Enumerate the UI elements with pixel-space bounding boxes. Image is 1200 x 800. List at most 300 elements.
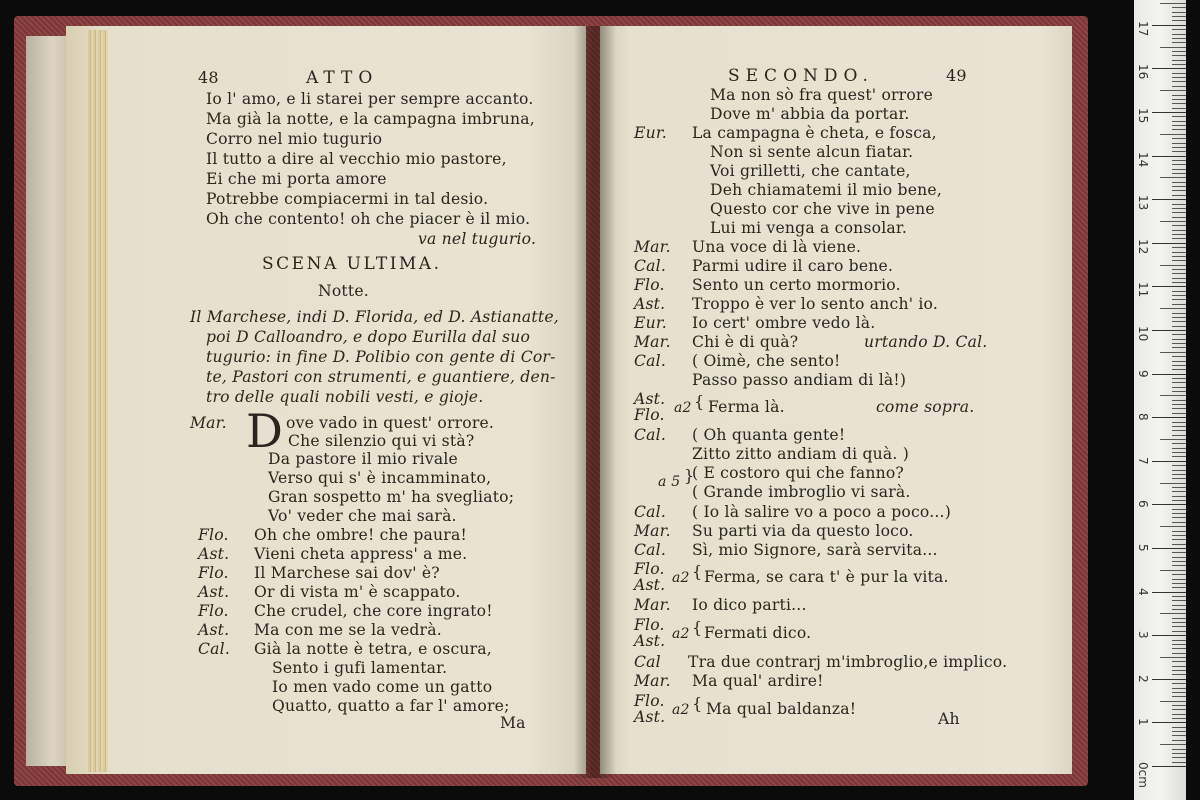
ruler-tick <box>1172 204 1186 205</box>
speaker-label: Ast. <box>634 708 666 726</box>
speaker-label: Cal. <box>634 352 666 370</box>
dialogue-line: Ma qual' ardire! <box>692 672 824 690</box>
dialogue-line: Da pastore il mio rivale <box>268 450 458 468</box>
ruler-tick <box>1172 125 1186 126</box>
dialogue-line: Ma non sò fra quest' orrore <box>710 86 934 104</box>
dialogue-line: ( Grande imbroglio vi sarà. <box>692 483 911 501</box>
ruler-tick <box>1172 535 1186 536</box>
speaker-label: Cal. <box>634 257 666 275</box>
ruler-tick <box>1172 491 1186 492</box>
ruler-tick <box>1160 701 1186 702</box>
speaker-label: Cal <box>634 653 661 671</box>
ruler-tick <box>1172 574 1186 575</box>
dialogue-line: Ferma là. <box>708 398 785 416</box>
ruler-tick <box>1172 674 1186 675</box>
ruler-tick <box>1172 517 1186 518</box>
ruler-tick <box>1172 670 1186 671</box>
ruler-label: 5 <box>1136 544 1150 552</box>
ruler-tick <box>1172 190 1186 191</box>
ruler-tick <box>1172 387 1186 388</box>
dialogue-line: Il Marchese sai dov' è? <box>254 564 440 582</box>
ruler-tick <box>1172 208 1186 209</box>
ruler-tick <box>1172 762 1186 763</box>
ruler-tick <box>1172 60 1186 61</box>
dialogue-line: Ferma, se cara t' è pur la vita. <box>704 568 949 586</box>
cast-line: te, Pastori con strumenti, e guantiere, den- <box>206 368 556 386</box>
cast-line: tugurio: in fine D. Polibio con gente di Cor- <box>206 348 556 366</box>
ruler-tick <box>1172 313 1186 314</box>
catchword: Ma <box>500 714 526 732</box>
ruler-tick <box>1172 164 1186 165</box>
cast-line: tro delle quali nobili vesti, e gioje. <box>206 388 484 406</box>
book-gutter <box>574 26 616 778</box>
ruler-tick <box>1160 657 1186 658</box>
ruler-tick <box>1160 570 1186 571</box>
dialogue-line: Oh che ombre! che paura! <box>254 526 467 544</box>
ruler-tick <box>1160 483 1186 484</box>
ruler-tick <box>1152 766 1186 767</box>
ruler-tick <box>1152 156 1186 157</box>
ruler-tick <box>1172 404 1186 405</box>
left-page-number: 48 <box>198 68 219 87</box>
book-edge-left <box>26 36 70 766</box>
ruler-tick <box>1172 456 1186 457</box>
speaker-label: Flo. <box>634 406 665 424</box>
speaker-label: Flo. <box>198 602 229 620</box>
ruler-tick <box>1172 173 1186 174</box>
ruler-tick <box>1152 592 1186 593</box>
speaker-label: Eur. <box>634 124 667 142</box>
ruler-tick <box>1172 347 1186 348</box>
ruler-tick <box>1172 435 1186 436</box>
text-line: Potrebbe compiacermi in tal desio. <box>206 190 489 208</box>
ruler-tick <box>1172 378 1186 379</box>
ruler-tick <box>1172 151 1186 152</box>
ruler-tick <box>1172 709 1186 710</box>
ruler-label: 13 <box>1136 195 1150 211</box>
ruler-tick <box>1160 613 1186 614</box>
ruler-tick <box>1172 34 1186 35</box>
ruler-tick <box>1172 38 1186 39</box>
ruler-tick <box>1172 478 1186 479</box>
speaker-label: Cal. <box>634 503 666 521</box>
brace-glyph: } <box>684 466 695 485</box>
ruler-tick <box>1172 644 1186 645</box>
ruler-tick <box>1172 230 1186 231</box>
dialogue-line: Zitto zitto andiam di quà. ) <box>692 445 909 463</box>
catchword: Ah <box>938 710 960 728</box>
ruler-tick <box>1152 112 1186 113</box>
ruler-tick <box>1172 12 1186 13</box>
ruler-tick <box>1172 714 1186 715</box>
ruler-tick <box>1172 212 1186 213</box>
ensemble-marker: a2 <box>672 626 690 642</box>
speaker-label: Ast. <box>198 583 230 601</box>
ruler-tick <box>1172 430 1186 431</box>
dialogue-line: Troppo è ver lo sento anch' io. <box>692 295 939 313</box>
ruler-tick <box>1172 317 1186 318</box>
ruler-tick <box>1172 95 1186 96</box>
ruler-tick <box>1172 408 1186 409</box>
speaker-label: Ast. <box>198 621 230 639</box>
ruler-tick <box>1172 496 1186 497</box>
ruler-tick <box>1160 177 1186 178</box>
speaker-label: Eur. <box>634 314 667 332</box>
ruler-label: 14 <box>1136 151 1150 167</box>
dialogue-line: Deh chiamatemi il mio bene, <box>710 181 942 199</box>
ruler-tick <box>1152 548 1186 549</box>
ensemble-marker: a2 <box>672 570 690 586</box>
ruler-tick <box>1172 16 1186 17</box>
ruler-tick <box>1172 225 1186 226</box>
ruler-tick <box>1172 740 1186 741</box>
dialogue-line: Sento un certo mormorio. <box>692 276 901 294</box>
speaker-label: Cal. <box>634 541 666 559</box>
ruler-tick <box>1172 544 1186 545</box>
speaker-label: Flo. <box>634 616 665 634</box>
ruler-tick <box>1172 42 1186 43</box>
ruler-tick <box>1152 25 1186 26</box>
dialogue-line: Su parti via da questo loco. <box>692 522 914 540</box>
speaker-label: Ast. <box>634 295 666 313</box>
ruler-tick <box>1160 352 1186 353</box>
ruler-tick <box>1172 470 1186 471</box>
ruler-tick <box>1172 295 1186 296</box>
ruler-tick <box>1152 417 1186 418</box>
left-page <box>66 26 586 774</box>
dialogue-line: ( Io là salire vo a poco a poco...) <box>692 503 951 521</box>
ruler-tick <box>1172 182 1186 183</box>
page-fore-edge <box>88 30 108 772</box>
dialogue-line: Lui mi venga a consolar. <box>710 219 907 237</box>
ruler-tick <box>1172 557 1186 558</box>
ruler-tick <box>1172 648 1186 649</box>
text-line: Il tutto a dire al vecchio mio pastore, <box>206 150 507 168</box>
ruler-tick <box>1172 138 1186 139</box>
ruler-tick <box>1172 321 1186 322</box>
ruler-tick <box>1172 757 1186 758</box>
stage-direction: urtando D. Cal. <box>864 333 988 351</box>
ruler-tick <box>1152 504 1186 505</box>
ruler-tick <box>1152 330 1186 331</box>
ruler-tick <box>1172 256 1186 257</box>
ruler-label: 6 <box>1136 500 1150 509</box>
dialogue-line: Una voce di là viene. <box>692 238 862 256</box>
cast-line: poi D Calloandro, e dopo Eurilla dal suo <box>206 328 531 346</box>
dialogue-line: Parmi udire il caro bene. <box>692 257 894 275</box>
ruler-tick <box>1172 29 1186 30</box>
ruler-tick <box>1172 356 1186 357</box>
ruler-tick <box>1172 443 1186 444</box>
ensemble-marker: a 5 <box>658 474 681 490</box>
ruler-tick <box>1152 635 1186 636</box>
ruler-tick <box>1172 413 1186 414</box>
brace-glyph: { <box>692 618 703 637</box>
dialogue-line: ( Oimè, che sento! <box>692 352 841 370</box>
ruler-tick <box>1172 626 1186 627</box>
ruler-tick <box>1172 587 1186 588</box>
text-line: Ei che mi porta amore <box>206 170 387 188</box>
ruler-tick <box>1160 526 1186 527</box>
ruler-tick <box>1172 618 1186 619</box>
dialogue-line: Quatto, quatto a far l' amore; <box>272 697 510 715</box>
ruler-tick <box>1152 68 1186 69</box>
dialogue-line: Gran sospetto m' ha svegliato; <box>268 488 515 506</box>
ruler-tick <box>1172 299 1186 300</box>
ruler-tick <box>1172 99 1186 100</box>
ruler-tick <box>1172 661 1186 662</box>
ruler-label: 15 <box>1136 108 1150 124</box>
ruler-tick <box>1172 731 1186 732</box>
dialogue-line: Or di vista m' è scappato. <box>254 583 461 601</box>
dialogue-line: Chi è di quà? <box>692 333 799 351</box>
ruler-label: 3 <box>1136 631 1150 639</box>
ruler-tick <box>1172 631 1186 632</box>
speaker-label: Flo. <box>634 560 665 578</box>
ruler-tick <box>1172 749 1186 750</box>
ruler-tick <box>1172 260 1186 261</box>
ruler-tick <box>1172 683 1186 684</box>
ruler-tick <box>1152 722 1186 723</box>
ruler-tick <box>1172 64 1186 65</box>
speaker-label: Mar. <box>190 414 227 432</box>
ruler-label: 1 <box>1136 718 1150 727</box>
dialogue-line: ( Oh quanta gente! <box>692 426 846 444</box>
ruler-tick <box>1172 474 1186 475</box>
dialogue-line: Dove m' abbia da portar. <box>710 105 910 123</box>
ruler-tick <box>1172 247 1186 248</box>
ruler-tick <box>1172 400 1186 401</box>
ruler-tick <box>1172 513 1186 514</box>
ruler-tick <box>1160 439 1186 440</box>
ruler-tick <box>1172 539 1186 540</box>
ruler-tick <box>1172 169 1186 170</box>
ruler-tick <box>1172 452 1186 453</box>
ruler-tick <box>1172 147 1186 148</box>
ruler-tick <box>1160 47 1186 48</box>
ruler-tick <box>1160 395 1186 396</box>
ruler-tick <box>1172 77 1186 78</box>
speaker-label: Cal. <box>198 640 230 658</box>
ruler-tick <box>1172 195 1186 196</box>
ruler-tick <box>1172 688 1186 689</box>
ruler-tick <box>1172 121 1186 122</box>
ruler-tick <box>1172 278 1186 279</box>
ruler-tick <box>1172 583 1186 584</box>
ruler-label: 7 <box>1136 456 1150 465</box>
speaker-label: Mar. <box>634 672 671 690</box>
right-page-number: 49 <box>946 66 967 85</box>
brace-glyph: { <box>694 392 705 411</box>
ruler-tick <box>1172 448 1186 449</box>
ruler-label: 11 <box>1136 282 1150 298</box>
stage-direction: come sopra. <box>876 398 975 416</box>
ruler-tick <box>1172 391 1186 392</box>
ruler-tick <box>1172 565 1186 566</box>
ruler-tick <box>1172 382 1186 383</box>
ruler-tick <box>1172 465 1186 466</box>
ruler-tick <box>1172 343 1186 344</box>
ruler-tick <box>1172 234 1186 235</box>
ruler-tick <box>1172 81 1186 82</box>
ruler-tick <box>1172 531 1186 532</box>
ruler-tick <box>1172 273 1186 274</box>
dialogue-line: La campagna è cheta, e fosca, <box>692 124 937 142</box>
ruler-tick <box>1152 461 1186 462</box>
ruler-tick <box>1172 753 1186 754</box>
ruler-tick <box>1152 243 1186 244</box>
ruler-tick <box>1172 129 1186 130</box>
speaker-label: Ast. <box>634 576 666 594</box>
ruler-tick <box>1172 108 1186 109</box>
ruler-tick <box>1172 304 1186 305</box>
text-line: Ma già la notte, e la campagna imbruna, <box>206 110 535 128</box>
ruler-tick <box>1172 692 1186 693</box>
ruler-tick <box>1172 696 1186 697</box>
ruler-tick <box>1172 369 1186 370</box>
ruler-tick <box>1172 7 1186 8</box>
ruler-tick <box>1160 744 1186 745</box>
ruler-tick <box>1152 199 1186 200</box>
ruler-tick <box>1160 308 1186 309</box>
ruler-tick <box>1172 143 1186 144</box>
speaker-label: Ast. <box>634 632 666 650</box>
ruler-tick <box>1172 334 1186 335</box>
ruler-tick <box>1172 55 1186 56</box>
dialogue-line: Io dico parti... <box>692 596 807 614</box>
ruler-tick <box>1172 186 1186 187</box>
ruler-label: 2 <box>1136 674 1150 683</box>
dialogue-line: Che silenzio qui vi stà? <box>288 432 475 450</box>
ruler-tick <box>1172 522 1186 523</box>
speaker-label: Mar. <box>634 522 671 540</box>
text-line: Oh che contento! oh che piacer è il mio. <box>206 210 531 228</box>
ruler-label: 12 <box>1136 238 1150 255</box>
speaker-label: Mar. <box>634 238 671 256</box>
ruler-tick <box>1160 221 1186 222</box>
ruler-label: 17 <box>1136 20 1150 37</box>
ruler-tick <box>1172 426 1186 427</box>
ruler-tick <box>1172 326 1186 327</box>
left-running-head: ATTO <box>306 68 379 88</box>
ruler-tick <box>1172 561 1186 562</box>
ruler-label: 10 <box>1136 326 1150 342</box>
ruler-tick <box>1172 596 1186 597</box>
dialogue-line: Ma con me se la vedrà. <box>254 621 442 639</box>
ruler-tick <box>1172 269 1186 270</box>
text-line: Io l' amo, e li starei per sempre accanto. <box>206 90 534 108</box>
speaker-label: Flo. <box>634 692 665 710</box>
drop-cap: D <box>246 404 283 458</box>
ruler-tick <box>1172 339 1186 340</box>
ruler-tick <box>1172 600 1186 601</box>
ruler-tick <box>1172 361 1186 362</box>
cast-line: Il Marchese, indi D. Florida, ed D. Astianatte, <box>190 308 559 326</box>
ruler-tick <box>1172 735 1186 736</box>
ruler-tick <box>1152 374 1186 375</box>
ruler-label: 0cm <box>1136 762 1150 788</box>
speaker-label: Ast. <box>198 545 230 563</box>
ruler-tick <box>1172 365 1186 366</box>
ruler-tick <box>1172 500 1186 501</box>
dialogue-line: Non si sente alcun fiatar. <box>710 143 914 161</box>
text-line: Corro nel mio tugurio <box>206 130 383 148</box>
brace-glyph: { <box>692 562 703 581</box>
dialogue-line: Io cert' ombre vedo là. <box>692 314 876 332</box>
ruler-tick <box>1160 265 1186 266</box>
ruler-tick <box>1172 217 1186 218</box>
dialogue-line: Io men vado come un gatto <box>272 678 493 696</box>
ruler-tick <box>1172 640 1186 641</box>
ruler-tick <box>1172 73 1186 74</box>
dialogue-line: ( E costoro qui che fanno? <box>692 464 904 482</box>
right-page <box>600 26 1072 774</box>
dialogue-line: Fermati dico. <box>704 624 812 642</box>
dialogue-line: Voi grilletti, che cantate, <box>710 162 911 180</box>
ruler-tick <box>1160 3 1186 4</box>
dialogue-line: Che crudel, che core ingrato! <box>254 602 493 620</box>
ruler-tick <box>1172 705 1186 706</box>
dialogue-line: ove vado in quest' orrore. <box>286 414 495 432</box>
ruler-label: 8 <box>1136 413 1150 421</box>
ruler-tick <box>1172 422 1186 423</box>
dialogue-line: Ma qual baldanza! <box>706 700 857 718</box>
dialogue-line: Passo passo andiam di là!) <box>692 371 907 389</box>
dialogue-line: Vo' veder che mai sarà. <box>268 507 457 525</box>
speaker-label: Flo. <box>198 564 229 582</box>
right-running-head: SECONDO. <box>728 66 874 86</box>
ruler-tick <box>1172 116 1186 117</box>
speaker-label: Mar. <box>634 596 671 614</box>
speaker-label: Ast. <box>634 390 666 408</box>
dialogue-line: Vieni cheta appress' a me. <box>254 545 468 563</box>
dialogue-line: Tra due contrarj m'imbroglio,e implico. <box>688 653 1008 671</box>
ruler-label: 9 <box>1136 369 1150 378</box>
ruler-tick <box>1172 160 1186 161</box>
speaker-label: Cal. <box>634 426 666 444</box>
ruler-label: 4 <box>1136 587 1150 596</box>
dialogue-line: Sì, mio Signore, sarà servita... <box>692 541 938 559</box>
scene-setting: Notte. <box>318 282 369 300</box>
ruler-tick <box>1172 103 1186 104</box>
speaker-label: Flo. <box>198 526 229 544</box>
ensemble-marker: a2 <box>672 702 690 718</box>
ruler-tick <box>1172 718 1186 719</box>
speaker-label: Flo. <box>634 276 665 294</box>
dialogue-line: Già la notte è tetra, e oscura, <box>254 640 492 658</box>
ruler-tick <box>1172 653 1186 654</box>
scene-title: SCENA ULTIMA. <box>262 254 442 274</box>
ruler-tick <box>1172 252 1186 253</box>
stage-direction: va nel tugurio. <box>418 230 537 248</box>
ruler-tick <box>1172 609 1186 610</box>
ruler-tick <box>1160 90 1186 91</box>
ruler-tick <box>1172 509 1186 510</box>
ruler-tick <box>1172 282 1186 283</box>
dialogue-line: Questo cor che vive in pene <box>710 200 935 218</box>
ruler-tick <box>1172 238 1186 239</box>
ruler-tick <box>1172 552 1186 553</box>
ruler-tick <box>1172 579 1186 580</box>
speaker-label: Mar. <box>634 333 671 351</box>
measuring-ruler <box>1134 0 1186 800</box>
ruler-tick <box>1172 51 1186 52</box>
ruler-tick <box>1152 679 1186 680</box>
ruler-tick <box>1172 727 1186 728</box>
ruler-tick <box>1172 487 1186 488</box>
ruler-tick <box>1160 134 1186 135</box>
ruler-tick <box>1172 622 1186 623</box>
